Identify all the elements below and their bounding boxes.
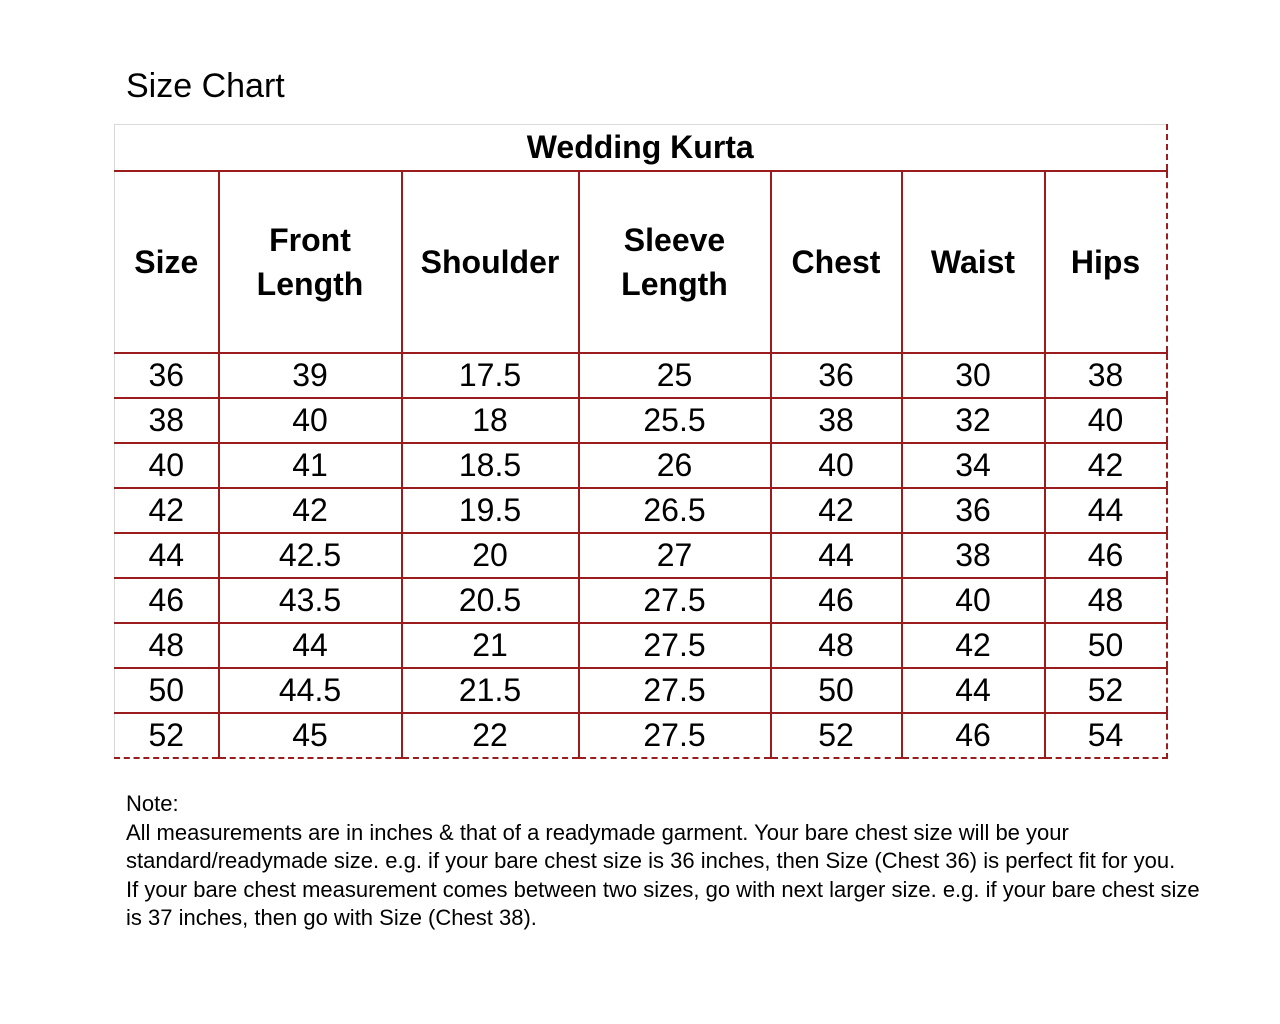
cell-size: 40 [115, 443, 219, 488]
table-row [115, 398, 1167, 443]
cell-chest: 52 [771, 713, 902, 758]
cell-front-length: 42 [219, 488, 402, 533]
cell-size: 44 [115, 533, 219, 578]
cell-chest: 50 [771, 668, 902, 713]
table-row [115, 623, 1167, 668]
cell-waist: 46 [902, 713, 1045, 758]
note-paragraph-1: All measurements are in inches & that of a readymade garment. Your bare chest size will be your standard/readymade size. e.g. if your bare chest size is 36 inches, then Size (Chest 36) is perfect fit for you. [126, 819, 1176, 873]
cell-shoulder: 21 [402, 623, 579, 668]
cell-sleeve-length: 27.5 [579, 623, 771, 668]
cell-hips: 52 [1045, 668, 1167, 713]
note-section [126, 790, 1206, 933]
cell-waist: 44 [902, 668, 1045, 713]
cell-hips: 44 [1045, 488, 1167, 533]
header-chest: Chest [771, 171, 902, 353]
cell-front-length: 44 [219, 623, 402, 668]
cell-front-length: 44.5 [219, 668, 402, 713]
cell-size: 52 [115, 713, 219, 758]
cell-sleeve-length: 25 [579, 353, 771, 398]
cell-size: 42 [115, 488, 219, 533]
cell-sleeve-length: 27.5 [579, 713, 771, 758]
size-chart-table [114, 124, 1168, 759]
table-row [115, 443, 1167, 488]
cell-chest: 36 [771, 353, 902, 398]
page-title: Size Chart [126, 67, 285, 105]
table-row [115, 578, 1167, 623]
cell-waist: 36 [902, 488, 1045, 533]
cell-hips: 54 [1045, 713, 1167, 758]
cell-sleeve-length: 25.5 [579, 398, 771, 443]
header-shoulder: Shoulder [402, 171, 579, 353]
note-heading: Note: [126, 791, 179, 816]
cell-front-length: 43.5 [219, 578, 402, 623]
cell-shoulder: 19.5 [402, 488, 579, 533]
cell-sleeve-length: 26 [579, 443, 771, 488]
cell-shoulder: 21.5 [402, 668, 579, 713]
cell-waist: 32 [902, 398, 1045, 443]
cell-hips: 40 [1045, 398, 1167, 443]
cell-front-length: 45 [219, 713, 402, 758]
header-hips: Hips [1045, 171, 1167, 353]
cell-shoulder: 22 [402, 713, 579, 758]
cell-hips: 38 [1045, 353, 1167, 398]
cell-hips: 48 [1045, 578, 1167, 623]
cell-size: 46 [115, 578, 219, 623]
cell-chest: 38 [771, 398, 902, 443]
cell-size: 36 [115, 353, 219, 398]
cell-size: 38 [115, 398, 219, 443]
cell-sleeve-length: 27 [579, 533, 771, 578]
cell-hips: 42 [1045, 443, 1167, 488]
table-row [115, 488, 1167, 533]
cell-front-length: 40 [219, 398, 402, 443]
header-waist: Waist [902, 171, 1045, 353]
cell-shoulder: 18 [402, 398, 579, 443]
cell-size: 50 [115, 668, 219, 713]
cell-hips: 50 [1045, 623, 1167, 668]
cell-shoulder: 20.5 [402, 578, 579, 623]
header-row [115, 171, 1167, 353]
cell-front-length: 39 [219, 353, 402, 398]
cell-waist: 42 [902, 623, 1045, 668]
table-title: Wedding Kurta [115, 125, 1167, 172]
cell-waist: 30 [902, 353, 1045, 398]
cell-chest: 44 [771, 533, 902, 578]
header-size: Size [115, 171, 219, 353]
cell-sleeve-length: 26.5 [579, 488, 771, 533]
cell-chest: 42 [771, 488, 902, 533]
table-row [115, 353, 1167, 398]
cell-waist: 34 [902, 443, 1045, 488]
cell-shoulder: 18.5 [402, 443, 579, 488]
cell-size: 48 [115, 623, 219, 668]
note-paragraph-2: If your bare chest measurement comes between two sizes, go with next larger size. e.g. if your bare chest size is 37 inches, then go with Size (Chest 38). [126, 876, 1200, 930]
cell-front-length: 41 [219, 443, 402, 488]
table-row [115, 533, 1167, 578]
table-row [115, 668, 1167, 713]
cell-waist: 38 [902, 533, 1045, 578]
cell-sleeve-length: 27.5 [579, 668, 771, 713]
header-sleeve-length: Sleeve Length [579, 171, 771, 353]
cell-chest: 46 [771, 578, 902, 623]
table-row [115, 713, 1167, 758]
header-front-length: Front Length [219, 171, 402, 353]
cell-sleeve-length: 27.5 [579, 578, 771, 623]
cell-shoulder: 17.5 [402, 353, 579, 398]
cell-hips: 46 [1045, 533, 1167, 578]
cell-shoulder: 20 [402, 533, 579, 578]
cell-chest: 48 [771, 623, 902, 668]
cell-front-length: 42.5 [219, 533, 402, 578]
cell-waist: 40 [902, 578, 1045, 623]
cell-chest: 40 [771, 443, 902, 488]
